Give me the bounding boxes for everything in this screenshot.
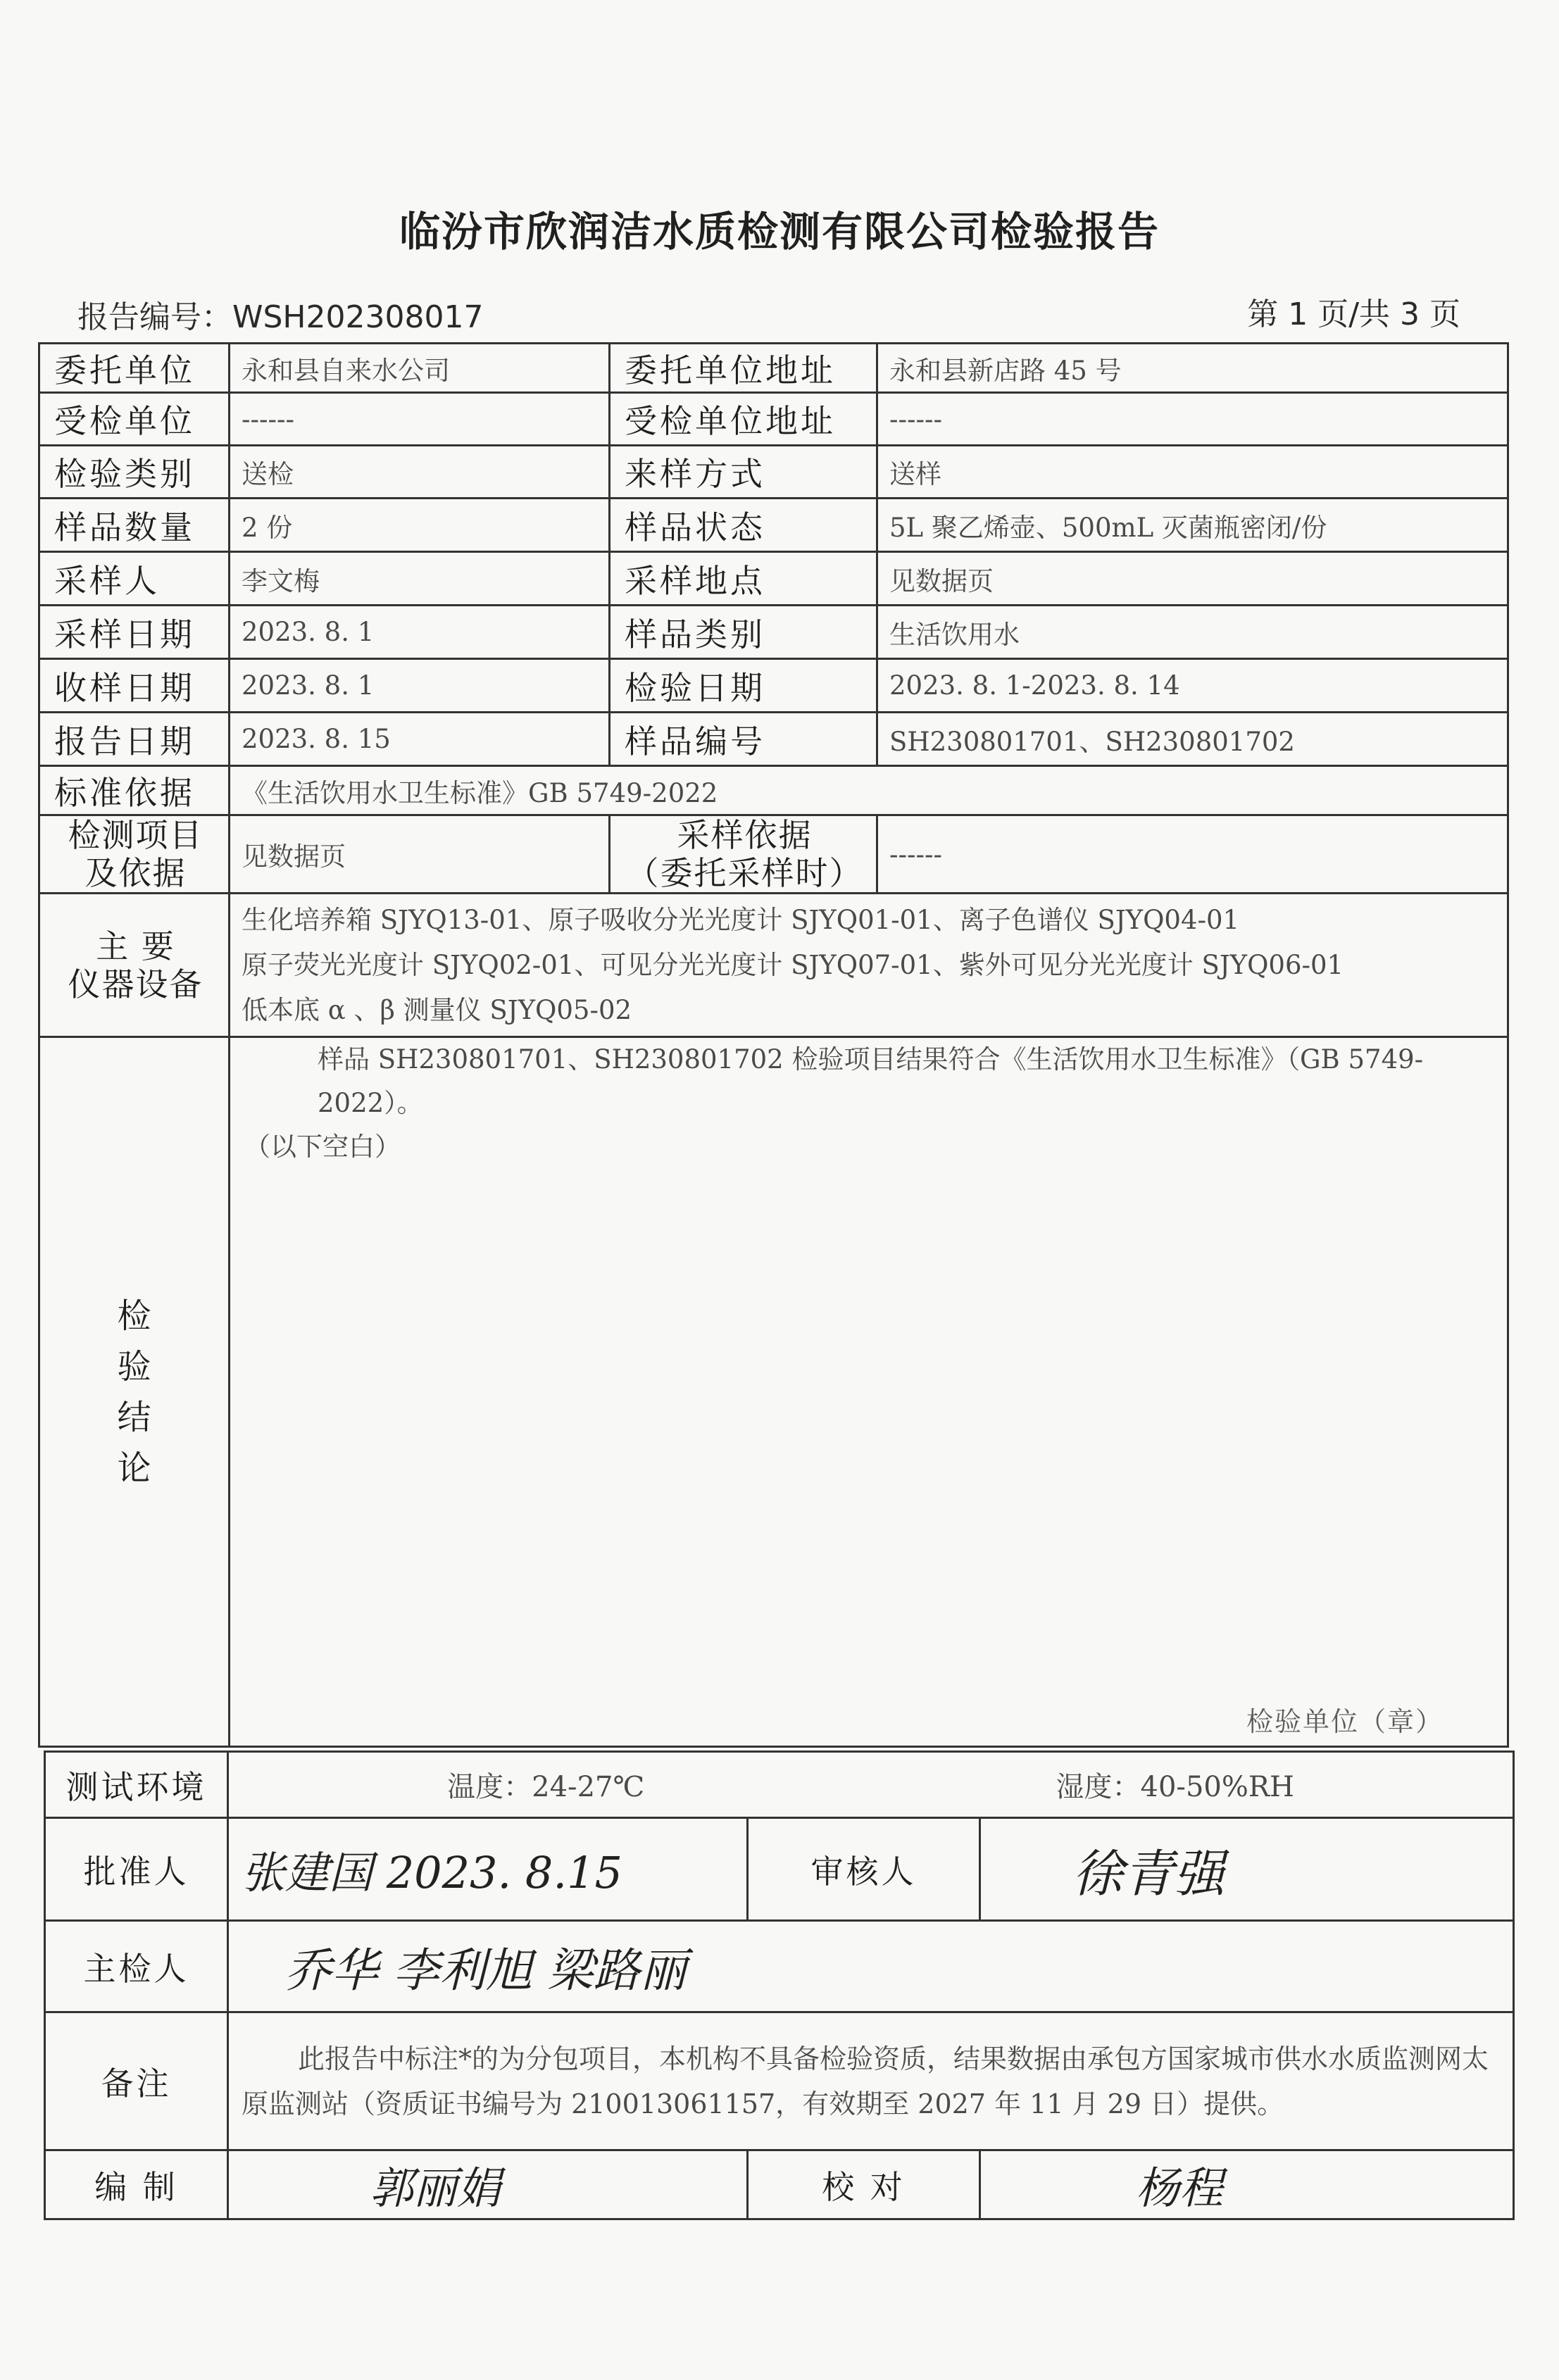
- table-row: [39, 606, 1508, 659]
- checker-signature: 杨程: [1136, 2162, 1224, 2214]
- reviewer-signature-cell: [980, 1818, 1514, 1921]
- stamp-label: 检验单位（章）: [1246, 1706, 1444, 1737]
- sample-date-value: 2023. 8. 1: [230, 606, 610, 659]
- compiler-signature: 郭丽娟: [370, 2162, 501, 2214]
- environment-label: 测试环境: [45, 1752, 228, 1818]
- conclusion-label-char: 验: [117, 1346, 151, 1386]
- inspected-unit-value: ------: [230, 393, 610, 446]
- state-value: 5L 聚乙烯壶、500mL 灭菌瓶密闭/份: [877, 499, 1508, 552]
- equipment-label: [39, 894, 230, 1037]
- standard-value: 《生活饮用水卫生标准》GB 5749-2022: [230, 766, 1508, 815]
- equipment-line-1: 生化培养箱 SJYQ13-01、原子吸收分光光度计 SJYQ01-01、离子色谱仪 SJYQ04-01: [242, 904, 1240, 935]
- quantity-label: 样品数量: [39, 499, 230, 552]
- conclusion-text: 样品 SH230801701、SH230801702 检验项目结果符合《生活饮用水卫生标准》（GB 5749-2022）。: [318, 1044, 1424, 1118]
- client-address-value: 永和县新店路 45 号: [877, 344, 1508, 393]
- table-row: [39, 659, 1508, 713]
- equipment-line-2: 原子荧光光度计 SJYQ02-01、可见分光光度计 SJYQ07-01、紫外可见分光光度计 SJYQ06-01: [242, 949, 1344, 980]
- table-row: [39, 344, 1508, 393]
- report-number: 报告编号：WSH202308017: [77, 299, 484, 335]
- environment-value: [228, 1752, 1514, 1818]
- test-items-label: [39, 815, 230, 894]
- test-items-label-line2: 及依据: [84, 854, 187, 892]
- quantity-value: 2 份: [230, 499, 610, 552]
- equipment-value: [230, 894, 1508, 1037]
- checker-label: 校 对: [748, 2150, 980, 2219]
- sample-type-label: 样品类别: [610, 606, 877, 659]
- report-date-label: 报告日期: [39, 713, 230, 766]
- equipment-line-3: 低本底 α 、β 测量仪 SJYQ05-02: [242, 994, 632, 1025]
- receive-date-label: 收样日期: [39, 659, 230, 713]
- inspector-label: 主检人: [45, 1921, 228, 2012]
- sample-number-label: 样品编号: [610, 713, 877, 766]
- sampling-method-value: 送样: [877, 446, 1508, 499]
- checker-signature-cell: [980, 2150, 1514, 2219]
- conclusion-label-char: 结: [117, 1397, 151, 1437]
- note-label: 备注: [45, 2012, 228, 2150]
- inspected-address-value: ------: [877, 393, 1508, 446]
- conclusion-row: [39, 1037, 1508, 1747]
- table-row: [39, 552, 1508, 606]
- test-date-value: 2023. 8. 1-2023. 8. 14: [877, 659, 1508, 713]
- approver-label: 批准人: [45, 1818, 228, 1921]
- sampling-basis-value: ------: [877, 815, 1508, 894]
- client-value: 永和县自来水公司: [230, 344, 610, 393]
- compile-row: [45, 2150, 1514, 2219]
- sampling-method-label: 来样方式: [610, 446, 877, 499]
- table-row: [39, 446, 1508, 499]
- standard-label: 标准依据: [39, 766, 230, 815]
- table-row: [39, 393, 1508, 446]
- sample-date-label: 采样日期: [39, 606, 230, 659]
- table-row: [39, 766, 1508, 815]
- sample-number-value: SH230801701、SH230801702: [877, 713, 1508, 766]
- reviewer-label: 审核人: [748, 1818, 980, 1921]
- table-row: [39, 713, 1508, 766]
- inspector-signature-cell: [228, 1921, 1514, 2012]
- category-label: 检验类别: [39, 446, 230, 499]
- client-label: 委托单位: [39, 344, 230, 393]
- approver-signature-cell: [228, 1818, 748, 1921]
- test-items-label-line1: 检测项目: [68, 816, 204, 854]
- note-text: 此报告中标注*的为分包项目，本机构不具备检验资质，结果数据由承包方国家城市供水水质监测网太原监测站（资质证书编号为 210013061157，有效期至 2027 年 11 月 29 日）提供。: [242, 2043, 1489, 2119]
- location-label: 采样地点: [610, 552, 877, 606]
- blank-note: （以下空白）: [244, 1132, 401, 1162]
- sampling-basis-label: [610, 815, 877, 894]
- equipment-label-line2: 仪器设备: [68, 965, 204, 1003]
- approval-row: [45, 1818, 1514, 1921]
- table-row: [39, 815, 1508, 894]
- inspector-row: [45, 1921, 1514, 2012]
- conclusion-label: [39, 1037, 230, 1747]
- inspected-unit-label: 受检单位: [39, 393, 230, 446]
- report-title: 临汾市欣润洁水质检测有限公司检验报告: [399, 208, 1160, 256]
- note-row: [45, 2012, 1514, 2150]
- signature-table: [44, 1750, 1515, 2220]
- compiler-signature-cell: [228, 2150, 748, 2219]
- temperature-value: 温度：24-27℃: [447, 1771, 645, 1803]
- compiler-label: 编 制: [45, 2150, 228, 2219]
- test-date-label: 检验日期: [610, 659, 877, 713]
- approver-signature: 张建国 2023. 8.15: [242, 1847, 622, 1898]
- location-value: 见数据页: [877, 552, 1508, 606]
- sampler-value: 李文梅: [230, 552, 610, 606]
- environment-row: [45, 1752, 1514, 1818]
- sampling-basis-label-line2: （委托采样时）: [626, 854, 863, 892]
- conclusion-cell: [230, 1037, 1508, 1747]
- reviewer-signature: 徐青强: [1072, 1843, 1225, 1903]
- inspector-signatures: 乔华 李利旭 梁路丽: [285, 1943, 687, 1998]
- note-value: [228, 2012, 1514, 2150]
- equipment-label-line1: 主 要: [96, 927, 175, 965]
- humidity-value: 湿度：40-50%RH: [1056, 1771, 1294, 1803]
- sampling-basis-label-line1: 采样依据: [677, 816, 813, 854]
- conclusion-body: [244, 1038, 1493, 1169]
- report-info-table: [38, 342, 1509, 1748]
- report-date-value: 2023. 8. 15: [230, 713, 610, 766]
- conclusion-label-char: 检: [117, 1296, 151, 1336]
- inspected-address-label: 受检单位地址: [610, 393, 877, 446]
- page-indicator: 第 1 页/共 3 页: [1247, 296, 1460, 332]
- table-row: [39, 894, 1508, 1037]
- table-row: [39, 499, 1508, 552]
- state-label: 样品状态: [610, 499, 877, 552]
- client-address-label: 委托单位地址: [610, 344, 877, 393]
- category-value: 送检: [230, 446, 610, 499]
- sampler-label: 采样人: [39, 552, 230, 606]
- conclusion-label-char: 论: [117, 1448, 151, 1488]
- receive-date-value: 2023. 8. 1: [230, 659, 610, 713]
- sample-type-value: 生活饮用水: [877, 606, 1508, 659]
- test-items-value: 见数据页: [230, 815, 610, 894]
